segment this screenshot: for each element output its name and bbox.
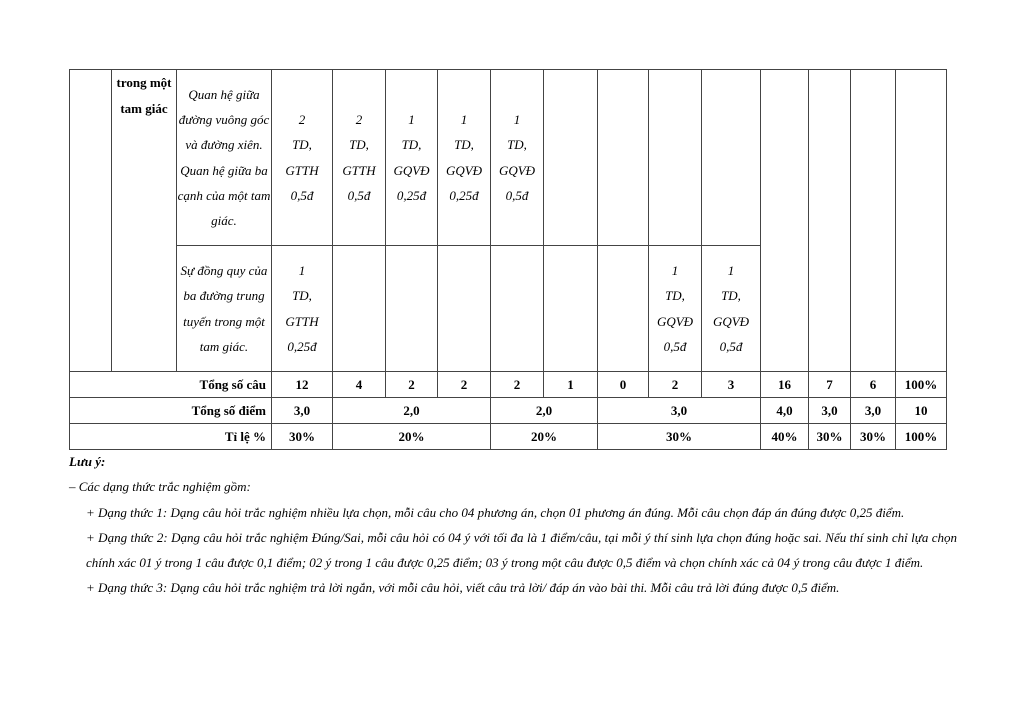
count-cell [386, 70, 438, 246]
cell-skill: GQVĐ [712, 313, 750, 329]
note-item: + Dạng thức 1: Dạng câu hỏi trắc nghiệm nhiều lựa chọn, mỗi câu cho 04 phương án, chọn 01 phương án đúng. Mỗi câu chọn đáp án đúng được 0,25 điểm. [86, 504, 905, 520]
empty-cell [851, 70, 896, 372]
empty-cell [333, 246, 386, 372]
cell-n: 1 [298, 262, 306, 278]
count-cell [702, 246, 761, 372]
total-points-value: 2,0 [491, 398, 598, 424]
note-item: + Dạng thức 3: Dạng câu hỏi trắc nghiệm trả lời ngắn, với mỗi câu hỏi, viết câu trả lời/ đáp án vào bài thi. Mỗi câu trả lời đúng được 0,5 điểm. [86, 580, 840, 596]
ratio-label: Tỉ lệ % [70, 424, 272, 450]
count-cell [272, 70, 333, 246]
cell-score: 0,5đ [347, 187, 371, 203]
cell-type: TD, [401, 137, 422, 153]
count-cell [438, 70, 491, 246]
count-cell [272, 246, 333, 372]
total-questions-value: 2 [386, 372, 438, 398]
empty-cell [896, 70, 947, 372]
cell-skill: GQVĐ [445, 162, 483, 178]
note-item: + Dạng thức 2: Dạng câu hỏi trắc nghiệm Đúng/Sai, mỗi câu hỏi có 04 ý với tối đa là 1 điểm/câu, tại mỗi ý thí sinh lựa chọn đúng hoặc sai. Nếu thí sinh chỉ lựa chọn chính xác 01 ý trong 1 câu được 0,1 điểm; 02 ý trong 1 câu được 0,25 điểm; 03 ý trong một câu được 0,5 điểm và chọn chính xác cả 04 ý trong câu được 1 điểm. [86, 529, 957, 571]
cell-score: 0,5đ [719, 338, 743, 354]
cell-score: 0,5đ [663, 338, 687, 354]
cell-skill: GTTH [285, 313, 319, 329]
cell-n: 1 [671, 262, 679, 278]
empty-cell [386, 246, 438, 372]
cell-type: TD, [721, 288, 741, 304]
total-questions-value: 12 [272, 372, 333, 398]
cell-n: 1 [513, 111, 521, 127]
total-questions-row [70, 372, 947, 398]
ratio-value: 20% [491, 424, 598, 450]
cell-score: 0,5đ [290, 187, 314, 203]
notes-title: Lưu ý: [69, 454, 106, 469]
total-questions-value: 4 [333, 372, 386, 398]
total-questions-value: 2 [649, 372, 702, 398]
cell-n: 1 [408, 111, 415, 127]
cell-n: 1 [727, 262, 735, 278]
empty-cell [598, 70, 649, 246]
cell-score: 0,5đ [505, 187, 529, 203]
ratio-value: 100% [896, 424, 947, 450]
cell-skill: GQVĐ [498, 162, 536, 178]
total-questions-value: 6 [851, 372, 896, 398]
total-points-row [70, 398, 947, 424]
cell-type: TD, [349, 137, 369, 153]
count-cell [333, 70, 386, 246]
empty-cell [809, 70, 851, 372]
ratio-value: 30% [809, 424, 851, 450]
cell-type: TD, [665, 288, 685, 304]
total-points-value: 10 [896, 398, 947, 424]
cell-skill: GQVĐ [656, 313, 694, 329]
content-cell: Quan hệ giữa đường vuông góc và đường xiên. Quan hệ giữa ba cạnh của một tam giác. [177, 70, 272, 246]
notes-intro: – Các dạng thức trắc nghiệm gồm: [69, 479, 251, 495]
matrix-table-wrap [69, 69, 947, 450]
total-questions-value: 16 [761, 372, 809, 398]
total-points-value: 4,0 [761, 398, 809, 424]
empty-cell [544, 246, 598, 372]
total-questions-value: 0 [598, 372, 649, 398]
cell-skill: GQVĐ [393, 162, 430, 178]
cell-type: TD, [292, 137, 312, 153]
cell-score: 0,25đ [396, 187, 427, 203]
total-questions-value: 2 [438, 372, 491, 398]
count-cell [491, 70, 544, 246]
cell-n: 2 [298, 111, 306, 127]
topic-cell: trong một tam giác [112, 70, 177, 372]
empty-cell [438, 246, 491, 372]
total-questions-value: 3 [702, 372, 761, 398]
cell-type: TD, [292, 288, 312, 304]
cell-type: TD, [454, 137, 474, 153]
content-cell: Sự đồng quy của ba đường trung tuyến trong một tam giác. [177, 246, 272, 372]
ratio-value: 30% [272, 424, 333, 450]
ratio-value: 30% [851, 424, 896, 450]
empty-cell [702, 70, 761, 246]
table-row [70, 70, 947, 246]
ratio-value: 40% [761, 424, 809, 450]
empty-cell [491, 246, 544, 372]
notes-section [69, 449, 957, 601]
total-questions-value: 7 [809, 372, 851, 398]
cell-n: 2 [355, 111, 363, 127]
cell-skill: GTTH [285, 162, 319, 178]
empty-cell [598, 246, 649, 372]
count-cell [649, 246, 702, 372]
total-points-value: 3,0 [851, 398, 896, 424]
cell-score: 0,25đ [287, 338, 317, 354]
total-points-label: Tổng số điểm [70, 398, 272, 424]
empty-cell [761, 70, 809, 372]
total-points-value: 2,0 [333, 398, 491, 424]
total-points-value: 3,0 [598, 398, 761, 424]
cell-score: 0,25đ [449, 187, 479, 203]
total-questions-value: 1 [544, 372, 598, 398]
ratio-row [70, 424, 947, 450]
total-points-value: 3,0 [272, 398, 333, 424]
empty-cell [544, 70, 598, 246]
total-questions-value: 100% [896, 372, 947, 398]
cell-skill: GTTH [342, 162, 376, 178]
ratio-value: 30% [598, 424, 761, 450]
empty-cell [649, 70, 702, 246]
total-questions-value: 2 [491, 372, 544, 398]
cell-n: 1 [460, 111, 468, 127]
blank-cell [70, 70, 112, 372]
cell-type: TD, [507, 137, 527, 153]
total-points-value: 3,0 [809, 398, 851, 424]
total-questions-label: Tổng số câu [70, 372, 272, 398]
exam-matrix-table [69, 69, 947, 450]
ratio-value: 20% [333, 424, 491, 450]
